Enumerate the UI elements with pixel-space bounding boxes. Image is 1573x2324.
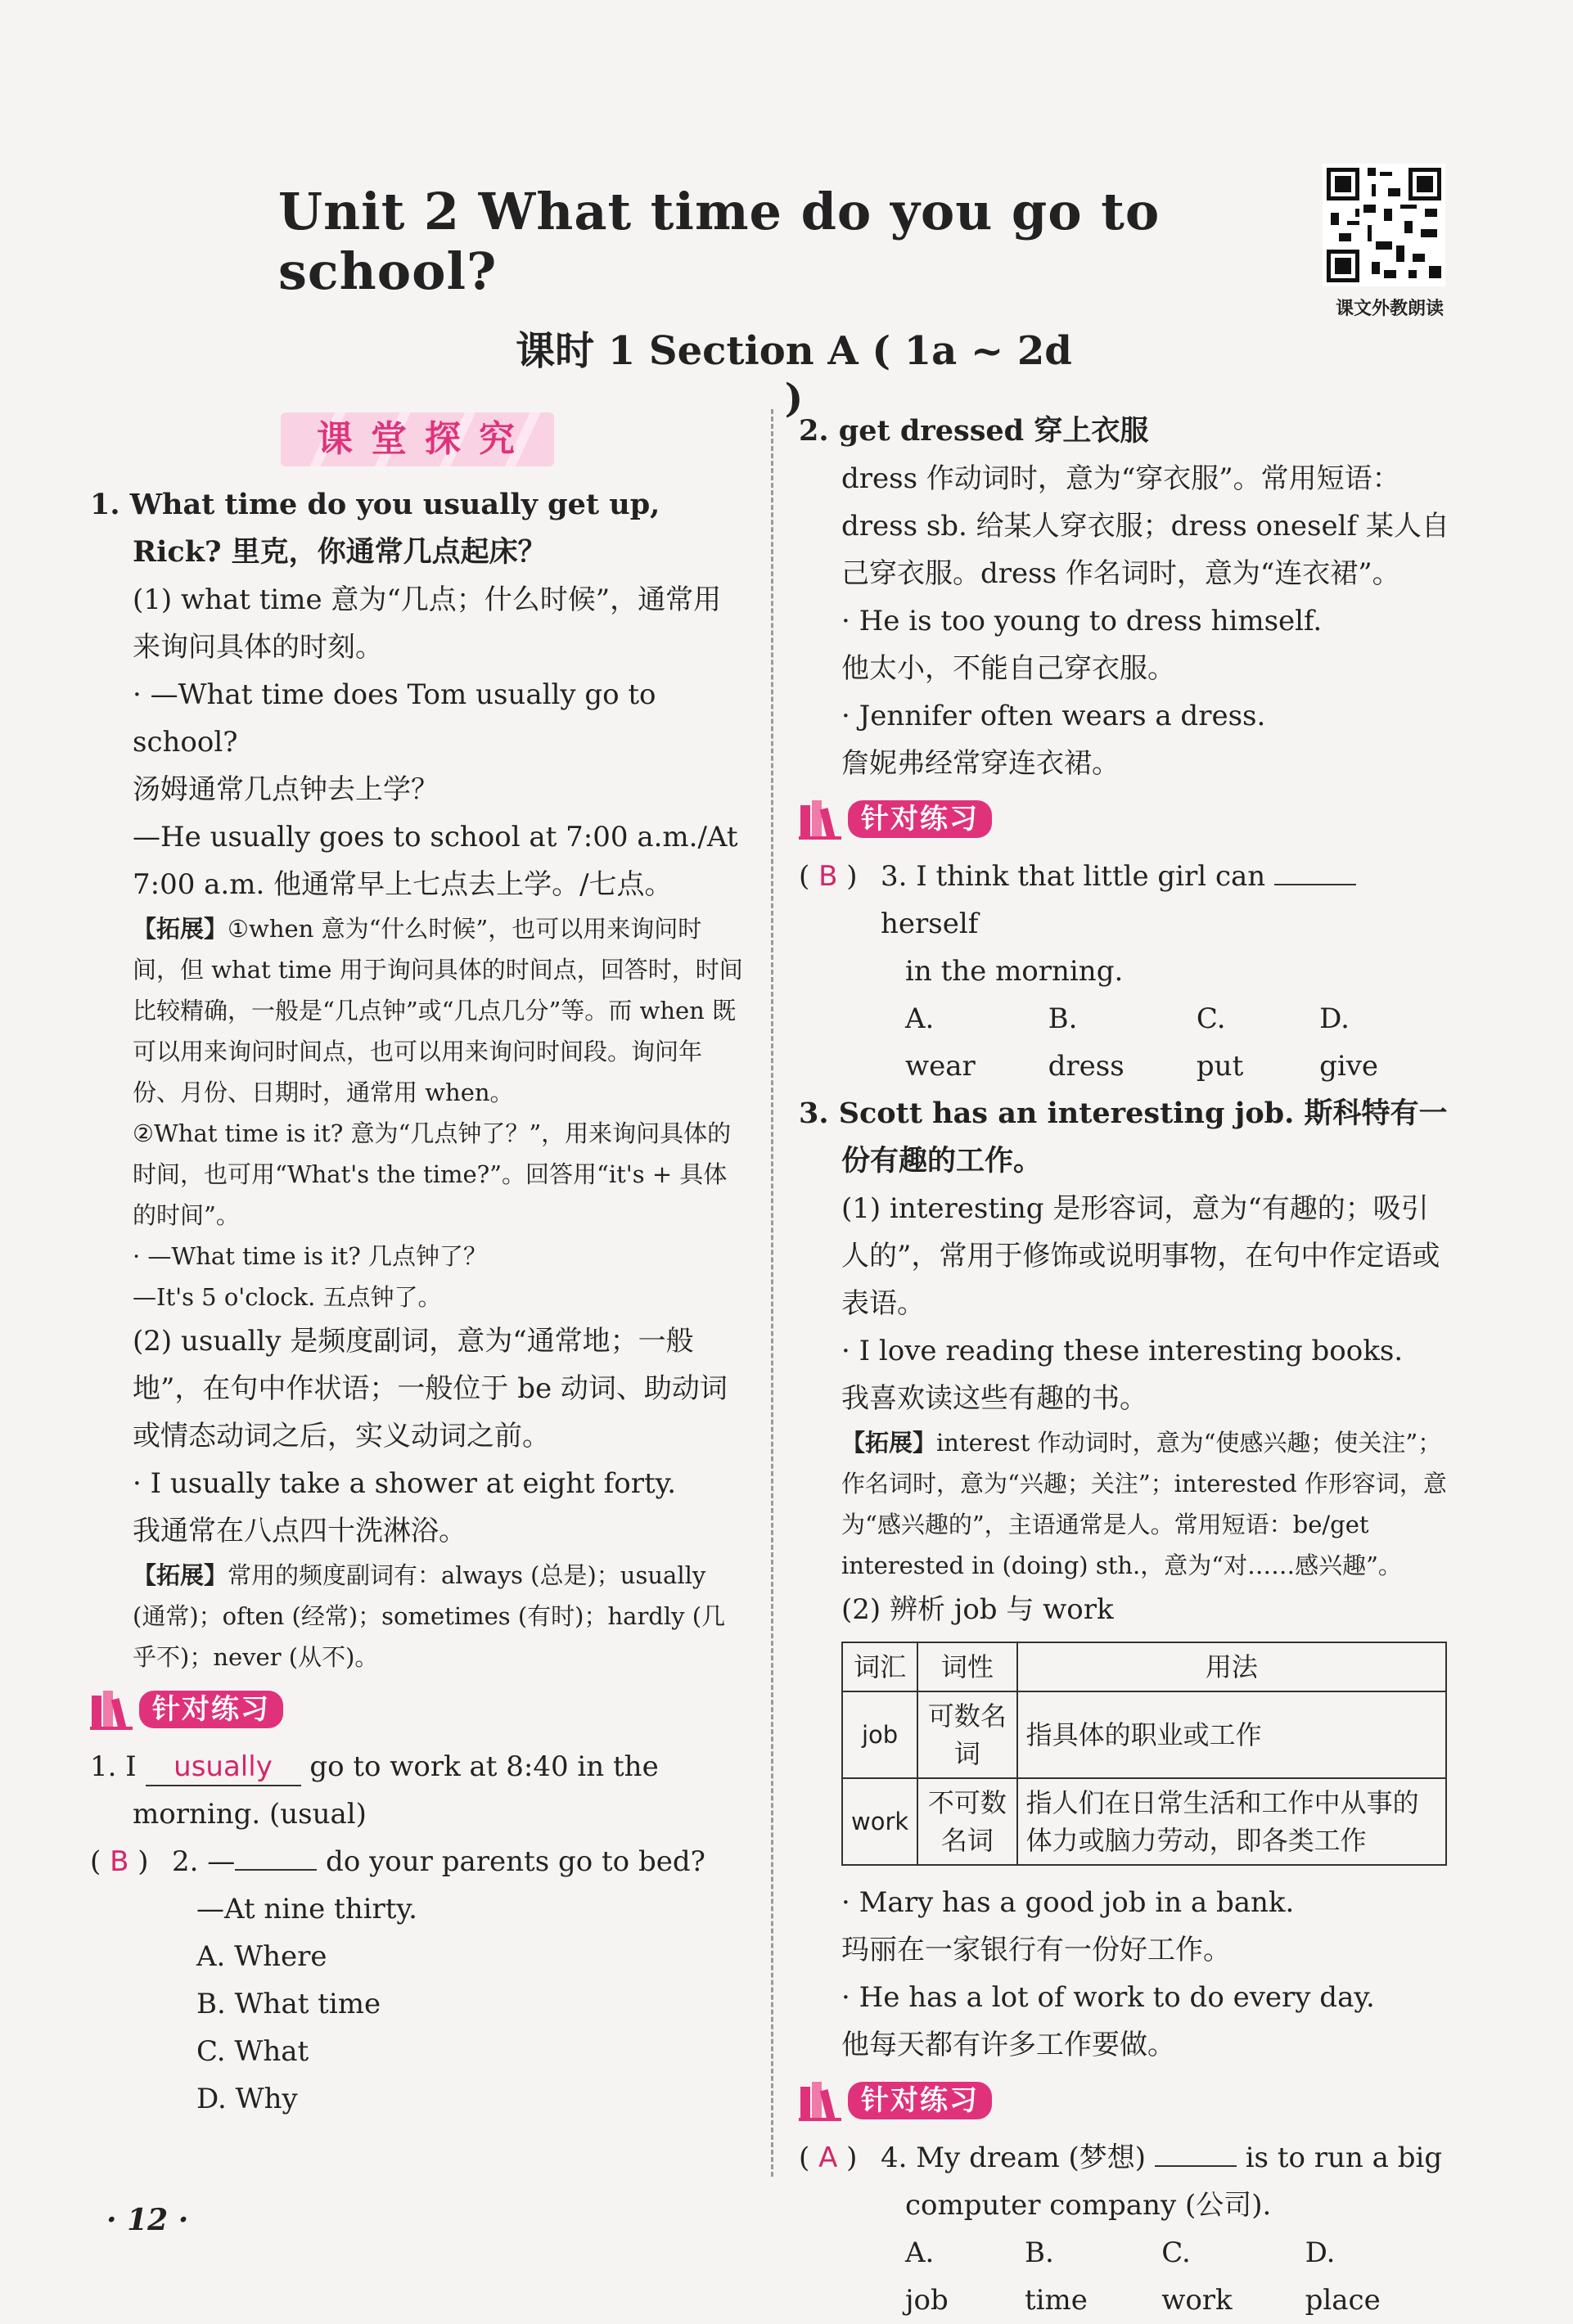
example-translation: 我喜欢读这些有趣的书。 (841, 1382, 1147, 1415)
left-column (90, 408, 745, 2123)
example-translation: 汤姆通常几点钟去上学？ (133, 773, 439, 806)
practice-header (799, 2075, 1454, 2126)
paragraph: (2) 辨析 job 与 work (841, 1593, 1114, 1626)
option: A. Where (196, 1940, 327, 1973)
table-cell: 可数名词 (917, 1691, 1016, 1778)
question-1-heading: 1. What time do you usually get up, Rick? 里克，你通常几点起床？ (90, 488, 660, 569)
table-row (842, 1778, 1446, 1865)
example-sentence: · —What time does Tom usually go to school? (133, 678, 656, 759)
table-header: 用法 (1017, 1642, 1446, 1691)
page-title: Unit 2 What time do you go to school? (278, 182, 1161, 301)
exercise-4: ( A ) 4. My dream (梦想) is to run a big (799, 2142, 1443, 2174)
column-divider (771, 409, 773, 2177)
option: A. job (905, 2236, 949, 2317)
books-icon (90, 1689, 136, 1730)
right-column (799, 408, 1454, 2324)
question-3-heading: 3. Scott has an interesting job. 斯科特有一份有趣的工作。 (799, 1097, 1448, 1178)
example-sentence: · I usually take a shower at eight forty. (133, 1467, 677, 1500)
table-cell: work (842, 1778, 917, 1865)
table-header: 词汇 (842, 1642, 917, 1691)
example-translation: 他每天都有许多工作要做。 (841, 2029, 1175, 2061)
example-sentence: · —What time is it? 几点钟了？ (133, 1242, 487, 1270)
extension-note: ②What time is it? 意为“几点钟了？”，用来询问具体的时间，也可用“What's the time?”。回答用“it's + 具体的时间”。 (133, 1119, 732, 1229)
paragraph: (1) what time 意为“几点；什么时候”，通常用来询问具体的时刻。 (133, 583, 722, 664)
extension-text: interest 作动词时，意为“使感兴趣；使关注”；作名词时，意为“兴趣；关注”；interested 作形容词，意为“感兴趣的”，主语通常是人。常用短语：be/get interested in (doing) sth.，意为“对……感兴趣”。 (841, 1429, 1447, 1579)
option: C. work (1161, 2236, 1233, 2317)
exercise-3-line2: in the morning. (905, 955, 1124, 988)
example-sentence: —He usually goes to school at 7:00 a.m./At 7:00 a.m. 他通常早上七点去上学。/七点。 (133, 821, 738, 901)
option: D. Why (196, 2083, 298, 2115)
table-header: 词性 (917, 1642, 1016, 1691)
books-icon (799, 799, 845, 840)
exercise-4-line2: computer company (公司). (905, 2189, 1272, 2222)
practice-label: 针对练习 (848, 2082, 992, 2119)
exercise-1: 1. I usually go to work at 8:40 in the (90, 1743, 745, 1790)
practice-header (90, 1684, 745, 1735)
exercise-3: ( B ) 3. I think that little girl can herself (799, 853, 1454, 948)
table-cell: 指人们在日常生活和工作中从事的体力或脑力劳动，即各类工作 (1017, 1778, 1446, 1865)
extension-note (799, 1422, 1454, 1586)
option: C. put (1196, 1002, 1244, 1083)
exercise-1-line2: morning. (usual) (133, 1798, 367, 1831)
paragraph: (1) interesting 是形容词，意为“有趣的；吸引人的”，常用于修饰或说明事物，在句中作定语或表语。 (841, 1192, 1440, 1320)
example-translation: 玛丽在一家银行有一份好工作。 (841, 1934, 1231, 1966)
practice-label: 针对练习 (848, 800, 992, 838)
paragraph: (2) usually 是频度副词，意为“通常地；一般地”，在句中作状语；一般位于 be 动词、助动词或情态动词之后，实义动词之前。 (133, 1325, 728, 1452)
practice-label: 针对练习 (139, 1691, 283, 1728)
section-banner: 课堂探究 (281, 412, 554, 466)
option: D. place (1305, 2236, 1381, 2317)
example-sentence: —It's 5 o'clock. 五点钟了。 (133, 1283, 442, 1311)
example-sentence: · He is too young to dress himself. (841, 605, 1323, 637)
option: B. What time (196, 1988, 381, 2020)
books-icon (799, 2080, 845, 2121)
page-number: · 12 · (106, 2203, 189, 2237)
exercise-2-options (90, 1933, 745, 2123)
extension-tag: 【拓展】 (841, 1429, 937, 1457)
example-translation: 詹妮弗经常穿连衣裙。 (841, 747, 1120, 780)
option: B. time (1024, 2236, 1088, 2317)
answer-blank (1274, 859, 1356, 885)
job-work-table (841, 1642, 1447, 1866)
exercise-4-options (799, 2229, 1454, 2324)
answer-blank (235, 1844, 317, 1871)
example-sentence: · Jennifer often wears a dress. (841, 700, 1266, 732)
extension-text: 常用的频度副词有：always (总是)；usually (通常)；often (经常)；sometimes (有时)；hardly (几乎不)；never (从不)。 (133, 1561, 726, 1671)
answer-blank (1155, 2141, 1237, 2167)
example-translation: 我通常在八点四十洗淋浴。 (133, 1515, 466, 1547)
exercise-2-line2: —At nine thirty. (196, 1893, 417, 1925)
example-translation: 他太小，不能自己穿衣服。 (841, 652, 1175, 685)
exercise-2: ( B ) 2. — do your parents go to bed? (90, 1845, 705, 1878)
table-cell: 不可数名词 (917, 1778, 1016, 1865)
extension-note (90, 1555, 745, 1678)
qr-caption: 课文外教朗读 (1335, 298, 1444, 319)
choice-answer: B (110, 1845, 129, 1878)
lesson-title: 课时 1 Section A ( 1a ~ 2d ) (516, 328, 1072, 421)
option: D. give (1319, 1002, 1379, 1083)
option: C. What (196, 2035, 309, 2068)
extension-note (90, 908, 745, 1113)
option: B. dress (1048, 1002, 1125, 1083)
option: A. wear (905, 1002, 976, 1083)
choice-answer: A (818, 2142, 838, 2174)
table-header-row (842, 1642, 1446, 1691)
qr-code (1323, 164, 1445, 286)
example-sentence: · He has a lot of work to do every day. (841, 1981, 1375, 2014)
table-cell: job (842, 1691, 917, 1778)
practice-header (799, 794, 1454, 844)
paragraph: dress 作动词时，意为“穿衣服”。常用短语：dress sb. 给某人穿衣服；dress oneself 某人自己穿衣服。dress 作名词时，意为“连衣裙”。 (841, 462, 1449, 590)
extension-text: ①when 意为“什么时候”，也可以用来询问时间，但 what time 用于询问具体的时间点，回答时，时间比较精确，一般是“几点钟”或“几点几分”等。而 when 既可以用来询问时间点，也可以用来询问时间段。询问年份、月份、日期时，通常用 when。 (133, 915, 743, 1106)
table-cell: 指具体的职业或工作 (1017, 1691, 1446, 1778)
example-sentence: · Mary has a good job in a bank. (841, 1886, 1295, 1919)
question-2-heading: 2. get dressed 穿上衣服 (799, 414, 1149, 448)
choice-answer: B (818, 860, 838, 893)
extension-tag: 【拓展】 (133, 915, 228, 943)
table-row (842, 1691, 1446, 1778)
exercise-3-options (799, 995, 1454, 1090)
fill-in-answer: usually (146, 1749, 301, 1786)
extension-tag: 【拓展】 (133, 1561, 228, 1589)
example-sentence: · I love reading these interesting books. (841, 1335, 1404, 1367)
